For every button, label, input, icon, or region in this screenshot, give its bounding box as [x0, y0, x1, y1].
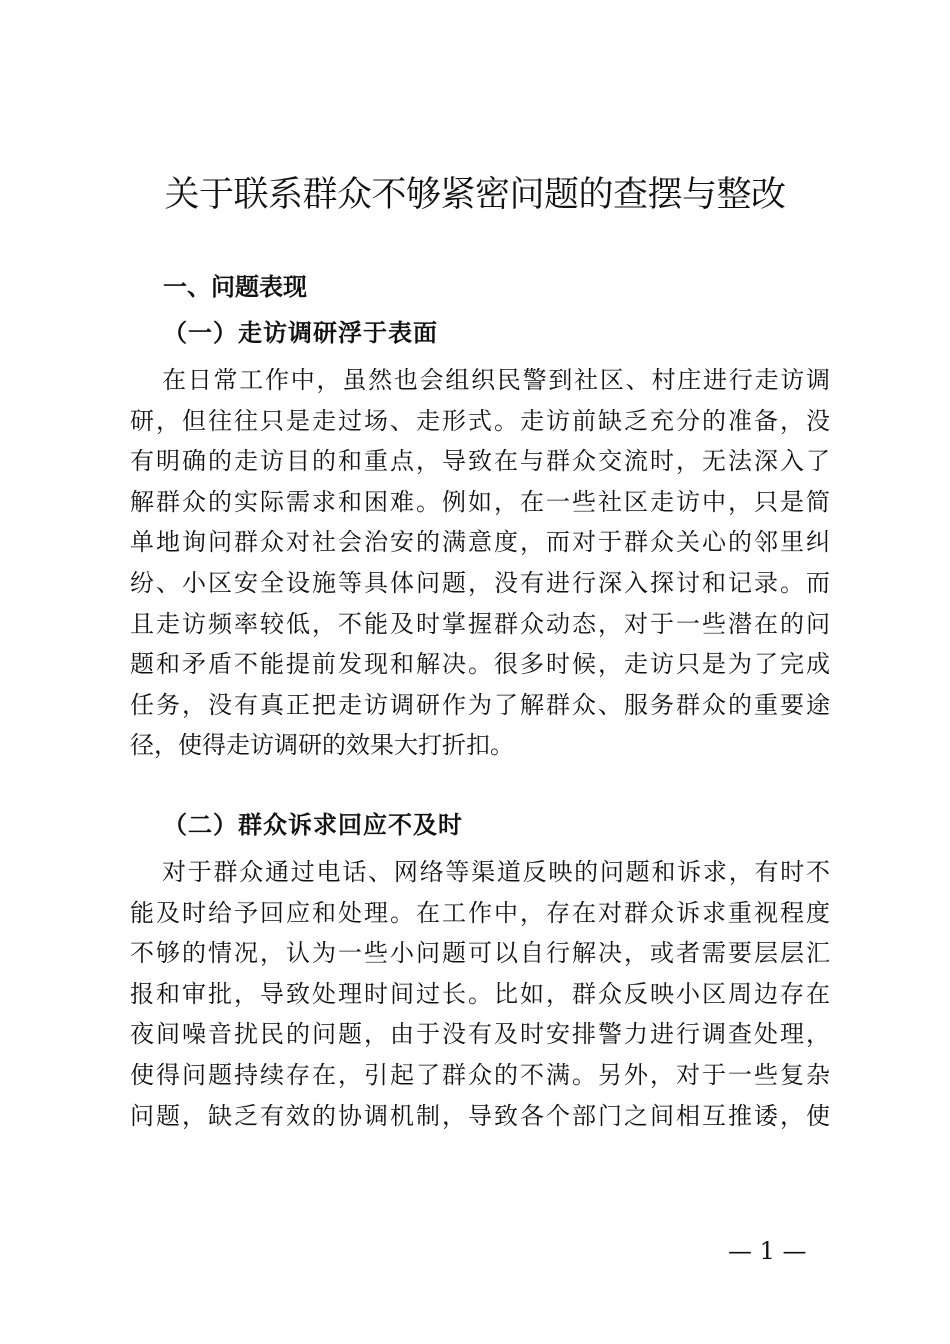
paragraph-line: 在日常工作中，虽然也会组织民警到社区、村庄进行走访调 [162, 366, 830, 394]
paragraph-line: 报和审批，导致处理时间过长。比如，群众反映小区周边存在 [130, 979, 830, 1008]
paragraph-line: 能及时给予回应和处理。在工作中，存在对群众诉求重视程度 [130, 898, 830, 927]
paragraph-line: 不够的情况，认为一些小问题可以自行解决，或者需要层层汇 [130, 939, 830, 968]
paragraph-line: 纷、小区安全设施等具体问题，没有进行深入探讨和记录。而 [130, 568, 830, 597]
paragraph-line: 使得问题持续存在，引起了群众的不满。另外，对于一些复杂 [130, 1060, 830, 1089]
paragraph-line: 且走访频率较低，不能及时掌握群众动态，对于一些潜在的问 [130, 609, 830, 638]
document-title: 关于联系群众不够紧密问题的查摆与整改 [164, 175, 786, 215]
section-heading-problems: 一、问题表现 [163, 273, 307, 301]
paragraph-line: 对于群众通过电话、网络等渠道反映的问题和诉求，有时不 [162, 858, 830, 886]
paragraph-2 [130, 852, 830, 1136]
paragraph-line: 任务，没有真正把走访调研作为了解群众、服务群众的重要途 [130, 690, 830, 719]
paragraph-line: 题和矛盾不能提前发现和解决。很多时候，走访只是为了完成 [130, 650, 830, 679]
paragraph-1 [130, 360, 830, 766]
paragraph-line: 研，但往往只是走过场、走形式。走访前缺乏充分的准备，没 [130, 406, 830, 435]
subsection-heading-2: （二）群众诉求回应不及时 [163, 810, 463, 839]
paragraph-line: 问题，缺乏有效的协调机制，导致各个部门之间相互推诿，使 [130, 1101, 830, 1130]
paragraph-line: 有明确的走访目的和重点，导致在与群众交流时，无法深入了 [130, 447, 830, 476]
paragraph-line: 解群众的实际需求和困难。例如，在一些社区走访中，只是简 [130, 487, 830, 516]
subsection-heading-1: （一）走访调研浮于表面 [163, 318, 438, 347]
page-number: — 1 — [728, 1237, 807, 1265]
paragraph-line: 夜间噪音扰民的问题，由于没有及时安排警力进行调查处理， [130, 1020, 830, 1049]
paragraph-line: 径，使得走访调研的效果大打折扣。 [130, 731, 514, 760]
paragraph-line: 单地询问群众对社会治安的满意度，而对于群众关心的邻里纠 [130, 528, 830, 557]
